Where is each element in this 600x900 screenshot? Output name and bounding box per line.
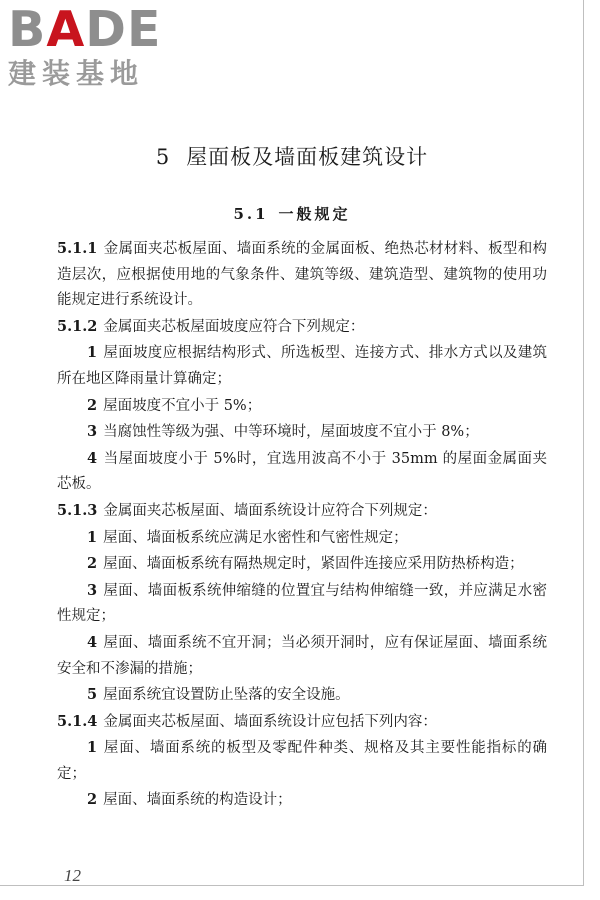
item-text: 屋面、墙面系统的构造设计；	[103, 792, 292, 809]
item-number: 4	[87, 633, 98, 651]
logo-letter-a: A	[46, 1, 86, 58]
clause-5-1-2	[57, 314, 547, 341]
list-item	[57, 525, 547, 552]
clause-number: 5.1.4	[57, 712, 98, 730]
item-number: 3	[87, 581, 98, 599]
item-text: 屋面系统宜设置防止坠落的安全设施。	[103, 687, 350, 704]
logo-letter-b: B	[8, 1, 47, 58]
item-number: 1	[87, 344, 98, 362]
item-number: 2	[87, 791, 98, 809]
section-title	[0, 202, 584, 226]
clause-5-1-1	[57, 236, 547, 314]
chapter-number: 5	[155, 145, 171, 169]
body-text	[57, 236, 547, 814]
page-number: 12	[64, 866, 81, 885]
list-item	[57, 419, 547, 446]
clause-number: 5.1.3	[57, 501, 98, 519]
clause-text: 金属面夹芯板屋面、墙面系统设计应符合下列规定：	[103, 502, 437, 519]
item-number: 2	[87, 396, 98, 414]
clause-5-1-3	[57, 498, 547, 525]
logo-letters-de: DE	[85, 1, 162, 58]
list-item	[57, 393, 547, 420]
list-item	[57, 551, 547, 578]
item-text: 屋面、墙面系统不宜开洞；当必须开洞时，应有保证屋面、墙面系统安全和不渗漏的措施；	[57, 634, 547, 677]
item-text: 当屋面坡度小于 5%时，宜选用波高不小于 35mm 的屋面金属面夹芯板。	[57, 450, 547, 493]
list-item	[57, 578, 547, 630]
list-item	[57, 340, 547, 392]
chapter-title	[0, 142, 584, 172]
item-text: 屋面、墙面板系统有隔热规定时，紧固件连接应采用防热桥构造；	[103, 556, 524, 573]
clause-number: 5.1.2	[57, 317, 98, 335]
item-text: 屋面、墙面系统的板型及零配件种类、规格及其主要性能指标的确定；	[57, 740, 547, 782]
item-number: 1	[87, 528, 98, 546]
clause-text: 金属面夹芯板屋面、墙面系统设计应包括下列内容：	[103, 713, 437, 730]
list-item	[57, 682, 547, 709]
clause-5-1-4	[57, 709, 547, 736]
list-item	[57, 787, 547, 814]
item-number: 1	[87, 739, 98, 757]
item-text: 屋面坡度不宜小于 5%；	[103, 397, 262, 414]
item-text: 屋面、墙面板系统应满足水密性和气密性规定；	[103, 529, 408, 546]
list-item	[57, 735, 547, 787]
logo-subtitle: 建装基地	[8, 57, 145, 90]
item-number: 3	[87, 423, 98, 441]
list-item	[57, 630, 547, 682]
item-number: 4	[87, 449, 98, 467]
clause-number: 5.1.1	[57, 240, 98, 257]
chapter-title-text: 屋面板及墙面板建筑设计	[186, 145, 429, 169]
list-item	[57, 446, 547, 498]
item-number: 2	[87, 555, 98, 573]
item-text: 屋面、墙面板系统伸缩缝的位置宜与结构伸缩缝一致，并应满足水密性规定；	[57, 582, 547, 625]
clause-text: 金属面夹芯板屋面、墙面系统的金属面板、绝热芯材材料、板型和构造层次，应根据使用地的气象条件、建筑等级、建筑造型、建筑物的使用功能规定进行系统设计。	[57, 241, 547, 309]
item-text: 屋面坡度应根据结构形式、所选板型、连接方式、排水方式以及建筑所在地区降雨量计算确定；	[57, 345, 547, 387]
section-title-text: 一般规定	[278, 205, 351, 223]
watermark-logo	[8, 1, 176, 90]
section-number: 5.1	[233, 205, 269, 223]
logo-wordmark	[8, 1, 176, 58]
item-text: 当腐蚀性等级为强、中等环境时，屋面坡度不宜小于 8%；	[103, 424, 479, 441]
clause-text: 金属面夹芯板屋面坡度应符合下列规定：	[103, 318, 365, 335]
item-number: 5	[87, 686, 98, 704]
